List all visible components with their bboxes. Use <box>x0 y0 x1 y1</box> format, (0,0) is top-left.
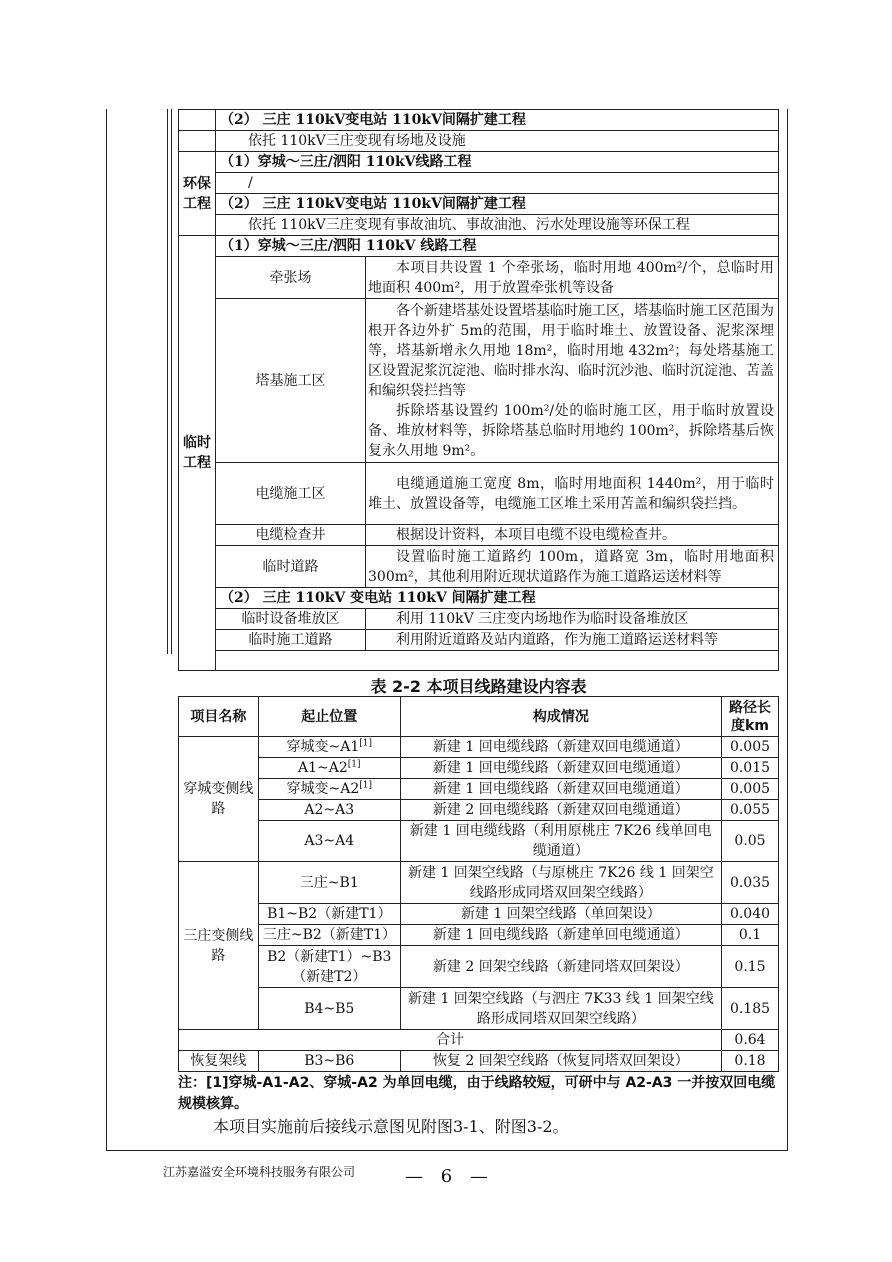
composition-cell: 恢复 2 回架空线路（恢复同塔双回架设） <box>400 1051 721 1072</box>
row-title: （1）穿城～三庄/泗阳 110kV 线路工程 <box>216 236 779 257</box>
composition-cell: 新建 1 回电缆线路（新建双回电缆通道） <box>400 737 721 758</box>
range-cell: B2（新建T1）~B3（新建T2） <box>258 946 400 988</box>
item-desc <box>366 299 779 463</box>
header-range: 起止位置 <box>258 697 400 737</box>
composition-cell: 新建 2 回架空线路（新建同塔双回架设） <box>400 946 721 988</box>
row-desc: 依托 110kV三庄变现有事故油坑、事故油池、污水处理设施等环保工程 <box>216 215 779 236</box>
header-name: 项目名称 <box>179 697 259 737</box>
header-length: 路径长度km <box>722 697 779 737</box>
composition-cell: 新建 1 回架空线路（与原桃庄 7K26 线 1 回架空线路形成同塔双回架空线路） <box>400 862 721 904</box>
row-title: （2） 三庄 110kV变电站 110kV间隔扩建工程 <box>216 194 779 215</box>
item-desc: 利用 110kV 三庄变内场地作为临时设备堆放区 <box>366 609 779 630</box>
item-desc: 根据设计资料，本项目电缆不设电缆检查井。 <box>366 525 779 546</box>
composition-cell: 新建 1 回架空线路（与泗庄 7K33 线 1 回架空线路形成同塔双回架空线路） <box>400 988 721 1030</box>
row-desc: 依托 110kV三庄变现有场地及设施 <box>216 131 779 152</box>
total-value: 0.64 <box>722 1030 779 1051</box>
divider <box>171 109 172 654</box>
length-cell: 0.015 <box>722 758 779 779</box>
item-name: 临时设备堆放区 <box>216 609 366 630</box>
row-title: （1）穿城～三庄/泗阳 110kV线路工程 <box>216 152 779 173</box>
composition-cell: 新建 1 回架空线路（单回架设） <box>400 904 721 925</box>
length-cell: 0.005 <box>722 779 779 800</box>
item-name: 塔基施工区 <box>216 299 366 463</box>
item-name: 临时道路 <box>216 546 366 588</box>
row-desc: / <box>216 173 779 194</box>
range-cell: 三庄~B2（新建T1） <box>258 925 400 946</box>
construction-table <box>178 109 779 671</box>
range-cell: B1~B2（新建T1） <box>258 904 400 925</box>
item-name: 牵张场 <box>216 257 366 299</box>
length-cell: 0.005 <box>722 737 779 758</box>
row-title: （2） 三庄 110kV 变电站 110kV 间隔扩建工程 <box>216 588 779 609</box>
body-paragraph: 本项目实施前后接线示意图见附图3-1、附图3-2。 <box>213 1117 569 1136</box>
group-name: 三庄变侧线路 <box>179 862 259 1030</box>
composition-cell: 新建 1 回电缆线路（新建双回电缆通道） <box>400 779 721 800</box>
composition-cell: 新建 1 回电缆线路（新建单回电缆通道） <box>400 925 721 946</box>
length-cell: 0.1 <box>722 925 779 946</box>
range-cell: B4~B5 <box>258 988 400 1030</box>
range-cell: 三庄~B1 <box>258 862 400 904</box>
table-caption: 表 2-2 本项目线路建设内容表 <box>370 677 587 696</box>
length-cell: 0.18 <box>722 1051 779 1072</box>
range-cell: B3~B6 <box>258 1051 400 1072</box>
item-desc: 电缆通道施工宽度 8m，临时用地面积 1440m²，用于临时堆土、放置设备等，电缆施工区堆土采用苫盖和编织袋拦挡。 <box>366 463 779 525</box>
item-desc: 利用附近道路及站内道路，作为施工道路运送材料等 <box>366 630 779 651</box>
length-cell: 0.040 <box>722 904 779 925</box>
group-name: 恢复架线 <box>179 1051 259 1072</box>
item-desc-part: 各个新建塔基处设置塔基临时施工区，塔基临时施工区范围为根开各边外扩 5m的范围，用于临时堆土、放置设备、泥浆深埋等，塔基新增永久用地 18m²，临时用地 432m²；每处塔基施工区设置泥浆沉淀池、临时排水沟、临时沉沙池、临时沉淀池、苫盖和编织袋拦挡等 <box>368 302 774 399</box>
composition-cell: 新建 2 回电缆线路（新建双回电缆通道） <box>400 800 721 821</box>
length-cell: 0.035 <box>722 862 779 904</box>
header-composition: 构成情况 <box>400 697 721 737</box>
item-name: 电缆检查井 <box>216 525 366 546</box>
composition-cell: 新建 1 回电缆线路（新建双回电缆通道） <box>400 758 721 779</box>
length-cell: 0.15 <box>722 946 779 988</box>
divider <box>167 109 168 654</box>
row-title: （2） 三庄 110kV变电站 110kV间隔扩建工程 <box>216 110 779 131</box>
total-label: 合计 <box>179 1030 722 1051</box>
range-cell: A2~A3 <box>258 800 400 821</box>
length-cell: 0.055 <box>722 800 779 821</box>
footer-company: 江苏嘉溢安全环境科技服务有限公司 <box>163 1165 356 1179</box>
item-desc: 本项目共设置 1 个牵张场，临时用地 400m²/个，总临时用地面积 400m²，用于放置牵张机等设备 <box>366 257 779 299</box>
item-desc-part: 拆除塔基设置约 100m²/处的临时施工区，用于临时放置设备、堆放材料等，拆除塔基总临时用地约 100m²，拆除塔基后恢复永久用地 9m²。 <box>368 402 774 459</box>
table-note: 注：[1]穿城-A1-A2、穿城-A2 为单回电缆，由于线路较短，可研中与 A2-A3 一并按双回电缆规模核算。 <box>178 1075 776 1112</box>
env-label: 环保工程 <box>179 152 216 236</box>
range-cell: A1~A2[1] <box>258 758 400 779</box>
page-number: — 6 — <box>405 1166 494 1187</box>
range-cell: A3~A4 <box>258 821 400 862</box>
length-cell: 0.185 <box>722 988 779 1030</box>
item-name: 电缆施工区 <box>216 463 366 525</box>
item-desc: 设置临时施工道路约 100m，道路宽 3m，临时用地面积 300m²，其他利用附近现状道路作为施工道路运送材料等 <box>366 546 779 588</box>
range-cell: 穿城变~A2[1] <box>258 779 400 800</box>
line-table <box>178 696 779 1072</box>
item-name: 临时施工道路 <box>216 630 366 651</box>
temp-label: 临时工程 <box>179 236 216 671</box>
composition-cell: 新建 1 回电缆线路（利用原桃庄 7K26 线单回电缆通道） <box>400 821 721 862</box>
range-cell: 穿城变~A1[1] <box>258 737 400 758</box>
length-cell: 0.05 <box>722 821 779 862</box>
group-name: 穿城变侧线路 <box>179 737 259 862</box>
